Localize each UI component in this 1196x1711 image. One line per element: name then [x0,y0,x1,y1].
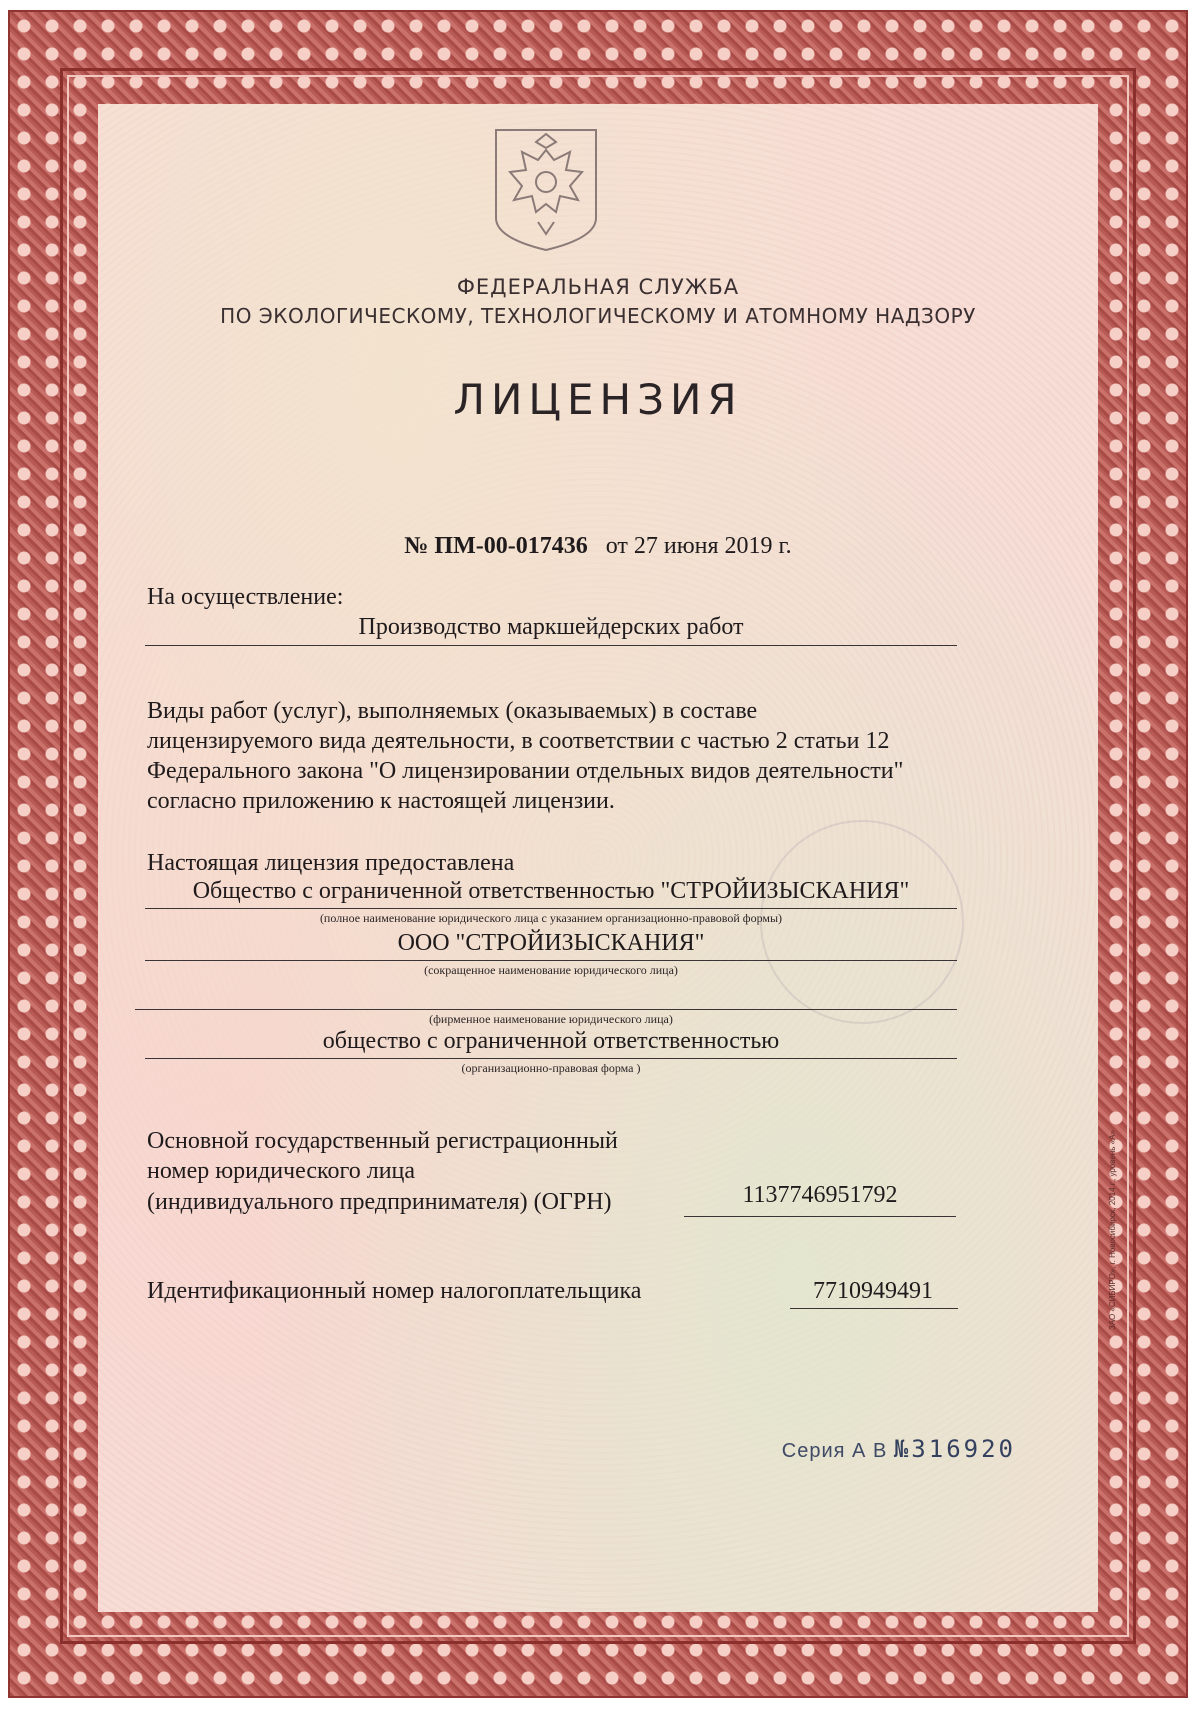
short-name-caption: (сокращенное наименование юридического лица) [424,963,678,977]
works-line-3: Федерального закона "О лицензировании отдельных видов деятельности" [147,758,904,784]
legal-form-caption: (организационно-правовая форма ) [461,1061,641,1075]
works-line-4: согласно приложению к настоящей лицензии. [147,788,615,814]
legal-form-underline [145,1058,957,1059]
inn-underline [790,1308,958,1309]
ogrn-underline [684,1216,956,1217]
series-number: №316920 [893,1435,1016,1463]
ogrn-value: 1137746951792 [742,1182,898,1208]
inn-value: 7710949491 [813,1278,933,1304]
grantee-label: Настоящая лицензия предоставлена [147,850,515,876]
purpose-value: Производство маркшейдерских работ [358,614,744,640]
coat-of-arms-icon [492,126,600,254]
purpose-label: На осуществление: [147,584,344,610]
works-line-2: лицензируемого вида деятельности, в соответствии с частью 2 статьи 12 [147,728,890,754]
works-line-1: Виды работ (услуг), выполняемых (оказываемых) в составе [147,698,758,724]
ogrn-label-line-3: (индивидуального предпринимателя) (ОГРН) [147,1189,612,1215]
license-number-line [0,533,1196,560]
grantee-legal-form: общество с ограниченной ответственностью [322,1028,780,1054]
ogrn-label-line-1: Основной государственный регистрационный [147,1128,618,1154]
series-label: Серия А В [781,1440,888,1462]
brand-name-underline [135,1009,957,1010]
license-number: № ПМ-00-017436 [404,533,588,559]
series-block [782,1435,1016,1463]
license-date: от 27 июня 2019 г. [605,533,792,559]
purpose-underline [145,645,957,646]
ogrn-label-line-2: номер юридического лица [147,1158,416,1184]
agency-line-1: ФЕДЕРАЛЬНАЯ СЛУЖБА [456,275,740,299]
agency-line-2: ПО ЭКОЛОГИЧЕСКОМУ, ТЕХНОЛОГИЧЕСКОМУ И АТОМНОМУ НАДЗОРУ [220,304,976,328]
full-name-caption: (полное наименование юридического лица с указанием организационно-правовой формы) [319,911,783,925]
short-name-underline [145,960,957,961]
grantee-short-name: ООО "СТРОЙИЗЫСКАНИЯ" [397,930,705,956]
grantee-full-name: Общество с ограниченной ответственностью "СТРОЙИЗЫСКАНИЯ" [192,878,910,904]
document-title: ЛИЦЕНЗИЯ [453,375,743,424]
full-name-underline [145,908,957,909]
printer-note: ЗАО «СИБИРО», г. Новосибирск, 2014 г., уровень «А» [1108,1130,1117,1330]
brand-name-caption: (фирменное наименование юридического лица) [429,1012,673,1026]
inn-label: Идентификационный номер налогоплательщика [147,1278,642,1304]
